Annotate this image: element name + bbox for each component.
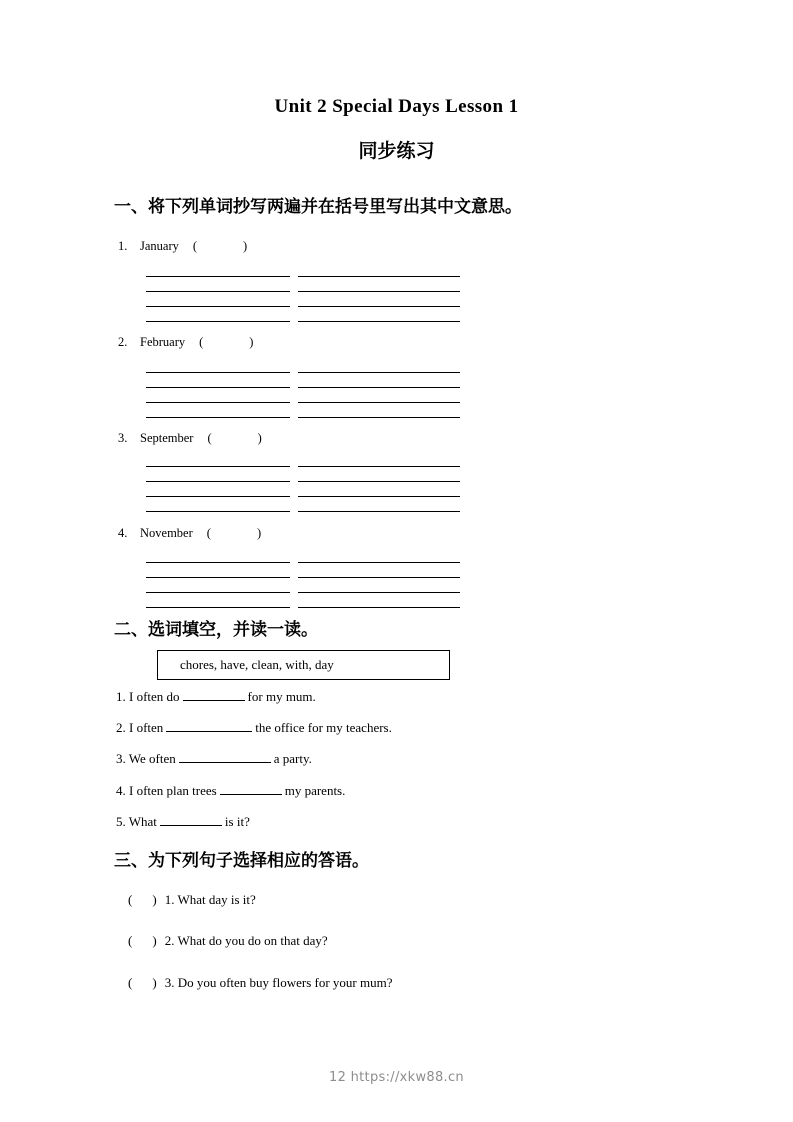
writing-line-left[interactable] [146,592,290,593]
section-2-heading: 二、选词填空，并读一读。 [114,620,318,640]
fill-in-sentence [116,814,250,830]
writing-line-left[interactable] [146,276,290,277]
matching-open-paren: ( [128,892,133,907]
sentence-after-text: for my mum. [247,689,316,704]
writing-line-right[interactable] [298,372,460,373]
word-item-number: 1. [118,239,128,253]
word-item-word: February [140,335,186,349]
sentence-number: 4. [116,783,126,798]
writing-line-right[interactable] [298,276,460,277]
fill-in-sentence [116,689,316,705]
word-item-close-paren: ) [256,526,262,540]
word-item-open-paren: ( [207,431,212,445]
writing-line-left[interactable] [146,607,290,608]
writing-line-left[interactable] [146,496,290,497]
writing-lines[interactable] [146,466,460,512]
sentence-blank[interactable] [220,794,282,795]
matching-open-paren: ( [128,933,133,948]
matching-question-text: 3. Do you often buy flowers for your mum? [164,975,393,990]
writing-line-left[interactable] [146,387,290,388]
writing-line-right[interactable] [298,562,460,563]
sentence-before-text: I often plan trees [129,783,217,798]
matching-item [128,892,256,908]
word-item-word: November [140,526,193,540]
word-item-label [118,239,247,254]
writing-line-right[interactable] [298,466,460,467]
word-bank-text: chores, have, clean, with, day [180,657,334,672]
section-1-heading: 一、将下列单词抄写两遍并在括号里写出其中文意思。 [114,197,522,217]
word-item-close-paren: ) [249,335,254,349]
writing-line-left[interactable] [146,291,290,292]
writing-line-right[interactable] [298,402,460,403]
matching-close-paren: ) [152,933,157,948]
page-title: Unit 2 Special Days Lesson 1 [274,96,519,117]
writing-line-left[interactable] [146,466,290,467]
writing-line-right[interactable] [298,387,460,388]
matching-close-paren: ) [152,892,157,907]
fill-in-sentence [116,783,345,799]
writing-line-right[interactable] [298,607,460,608]
writing-line-left[interactable] [146,321,290,322]
word-item-label [118,431,262,446]
page-subtitle: 同步练习 [358,140,435,162]
sentence-blank[interactable] [183,700,245,701]
sentence-number: 5. [116,814,126,829]
word-item-word: January [140,239,179,253]
sentence-before-text: I often do [129,689,180,704]
writing-lines[interactable] [146,562,460,608]
word-item-word: September [140,431,194,445]
word-item-number: 2. [118,335,128,349]
matching-question-text: 1. What day is it? [164,892,256,907]
word-item-open-paren: ( [192,239,198,253]
fill-in-sentence [116,720,392,736]
sentence-before-text: I often [129,720,164,735]
word-item-number: 4. [118,526,128,540]
matching-question-text: 2. What do you do on that day? [164,933,328,948]
sentence-number: 3. [116,751,126,766]
writing-line-right[interactable] [298,577,460,578]
writing-line-left[interactable] [146,306,290,307]
writing-line-left[interactable] [146,562,290,563]
writing-line-right[interactable] [298,511,460,512]
sentence-number: 1. [116,689,126,704]
word-item-label [118,335,253,350]
sentence-number: 2. [116,720,126,735]
sentence-blank[interactable] [179,762,271,763]
writing-line-left[interactable] [146,372,290,373]
writing-line-right[interactable] [298,417,460,418]
writing-lines[interactable] [146,372,460,418]
sentence-after-text: a party. [273,751,312,766]
fill-in-sentence [116,751,312,767]
sentence-after-text: is it? [224,814,250,829]
writing-line-left[interactable] [146,481,290,482]
writing-line-right[interactable] [298,306,460,307]
sentence-blank[interactable] [166,731,252,732]
word-item-close-paren: ) [257,431,262,445]
sentence-before-text: We often [128,751,176,766]
matching-item [128,975,393,991]
writing-line-right[interactable] [298,481,460,482]
writing-line-right[interactable] [298,496,460,497]
page-footer: 12 https://xkw88.cn [329,1070,464,1085]
word-item-open-paren: ( [199,335,204,349]
writing-line-left[interactable] [146,577,290,578]
writing-line-left[interactable] [146,417,290,418]
sentence-after-text: my parents. [284,783,346,798]
matching-item [128,933,328,949]
writing-lines[interactable] [146,276,460,322]
section-3-heading: 三、为下列句子选择相应的答语。 [114,851,369,871]
word-item-open-paren: ( [206,526,211,540]
word-item-label [118,526,261,541]
writing-line-left[interactable] [146,402,290,403]
word-item-close-paren: ) [243,239,248,253]
sentence-blank[interactable] [160,825,222,826]
word-item-number: 3. [118,431,128,445]
writing-line-right[interactable] [298,291,460,292]
word-bank-box [157,650,450,680]
sentence-after-text: the office for my teachers. [255,720,392,735]
writing-line-right[interactable] [298,321,460,322]
writing-line-right[interactable] [298,592,460,593]
sentence-before-text: What [128,814,157,829]
writing-line-left[interactable] [146,511,290,512]
matching-close-paren: ) [152,975,157,990]
matching-open-paren: ( [128,975,133,990]
